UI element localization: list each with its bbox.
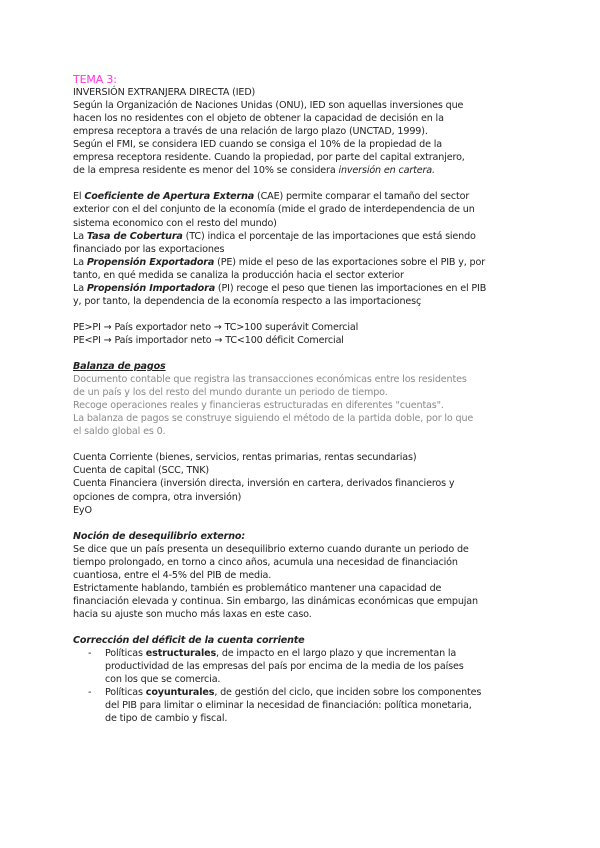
emphasized-text: Noción de desequilibrio externo: [73,530,246,542]
text-run: Según la Organización de Naciones Unidas (ONU), IED son aquellas inversiones que [73,100,464,112]
blank-line [73,517,543,530]
text-run: sistema economico con el resto del mundo) [73,217,277,229]
text-run: de la empresa residente es menor del 10% se considera [73,165,339,177]
text-line [73,386,543,399]
document-page [73,73,543,725]
text-line [73,190,543,203]
text-run: (PE) mide el peso de las exportaciones sobre el PIB y, por [214,256,485,268]
text-line [73,425,543,438]
text-line [73,595,543,608]
text-line [73,569,543,582]
text-run: productividad de las empresas del país por encima de la media de los países [105,661,464,673]
blank-line [73,621,543,634]
ied-paragraph [73,99,543,177]
emphasized-text: inversión en cartera. [338,165,435,177]
text-run: y, por tanto, la dependencia de la economía respecto a las importacionesç [73,295,422,307]
text-run: exterior con el del conjunto de la economía (mide el grado de interdependencia de un [73,204,475,216]
text-run: el saldo global es 0. [73,426,166,438]
text-line [105,712,543,725]
ied-heading [73,86,543,99]
text-run: con los que se comercia. [105,674,221,686]
emphasized-text: coyunturales [145,687,215,699]
text-line [73,125,543,138]
text-run: La balanza de pagos se construye siguiendo el método de la partida doble, por lo que [73,413,474,425]
text-line [73,112,543,125]
text-line [73,295,543,308]
balanza-definition [73,373,543,438]
text-line [73,608,543,621]
text-run: de un país y los del resto del mundo durante un periodo de tiempo. [73,387,388,399]
text-run: tanto, en qué medida se canaliza la producción hacia el sector exterior [73,269,404,281]
text-line [73,504,543,517]
text-line [73,321,543,334]
text-run: , de gestión del ciclo, que inciden sobre los componentes [214,687,482,699]
topic-title [73,73,543,86]
text-run: La [73,230,87,242]
text-line [73,464,543,477]
text-line [73,243,543,256]
emphasized-text: Tasa de Cobertura [86,230,183,242]
text-run: de tipo de cambio y fiscal. [105,713,228,725]
correccion-item-estructurales [73,647,543,686]
text-line [73,582,543,595]
correccion-heading [73,634,543,647]
text-run: Se dice que un país presenta un desequilibrio externo cuando durante un periodo de [73,543,469,555]
text-line [73,217,543,230]
text-line [73,164,543,177]
text-run: (CAE) permite comparar el tamaño del sector [254,191,470,203]
text-run: Cuenta de capital (SCC, TNK) [73,465,209,477]
text-run: cuantiosa, entre el 4-5% del PIB de media. [73,569,272,581]
text-line [73,530,543,543]
text-line [73,73,543,86]
text-run: del PIB para limitar o eliminar la necesidad de financiación: política monetaria, [105,700,472,712]
text-run: INVERSIÓN EXTRANJERA DIRECTA (IED) [73,87,256,99]
text-run: La [73,282,87,294]
text-line [105,660,543,673]
text-line [73,256,543,269]
text-line [73,151,543,164]
text-line [73,634,543,647]
text-run: empresa receptora residente. Cuando la propiedad, por parte del capital extranjero, [73,152,465,164]
text-run: PE<PI → País importador neto → TC<100 déficit Comercial [73,334,344,346]
text-line [73,491,543,504]
indicators-paragraph [73,190,543,307]
text-run: El [73,191,85,203]
text-line [73,99,543,112]
desequilibrio-heading [73,530,543,543]
blank-line [73,438,543,451]
bullet-dash: - [88,648,92,660]
bullet-dash: - [88,687,92,699]
blank-line [73,308,543,321]
text-line [73,269,543,282]
text-run: financiado por las exportaciones [73,243,225,255]
text-line [73,86,543,99]
text-run: La [73,256,87,268]
emphasized-text: Corrección del déficit de la cuenta corriente [73,635,305,647]
text-line [105,673,543,686]
text-line [73,230,543,243]
text-run: Políticas [105,687,146,699]
text-line [105,686,543,699]
text-run: opciones de compra, otra inversión) [73,491,242,503]
desequilibrio-paragraph [73,543,543,621]
text-line [73,138,543,151]
text-run: Cuenta Corriente (bienes, servicios, rentas primarias, rentas secundarias) [73,452,417,464]
text-run: (PI) recoge el peso que tienen las importaciones en el PIB [215,282,487,294]
blank-line [73,347,543,360]
balanza-heading [73,360,543,373]
text-run: Recoge operaciones reales y financieras estructuradas en diferentes "cuentas". [73,400,444,412]
text-run: EyO [73,504,92,516]
text-run: financiación elevada y continua. Sin embargo, las dinámicas económicas que empujan [73,595,478,607]
text-line [73,334,543,347]
text-line [73,412,543,425]
text-run: PE>PI → País exportador neto → TC>100 superávit Comercial [73,321,359,333]
emphasized-text: Propensión Exportadora [86,256,215,268]
text-run: Políticas [105,648,146,660]
text-run: tiempo prolongado, en torno a cinco años, acumula una necesidad de financiación [73,556,458,568]
text-run: Estrictamente hablando, también es problemático mantener una capacidad de [73,582,442,594]
text-run: Según el FMI, se considera IED cuando se consiga el 10% de la propiedad de la [73,139,442,151]
text-line [73,203,543,216]
text-line [73,360,543,373]
emphasized-text: Propensión Importadora [86,282,216,294]
emphasized-text: estructurales [145,648,217,660]
text-run: empresa receptora a través de una relación de largo plazo (UNCTAD, 1999). [73,126,428,138]
text-line [73,451,543,464]
text-run: Documento contable que registra las transacciones económicas entre los residentes [73,374,467,386]
text-line [73,399,543,412]
text-line [73,477,543,490]
text-run: hacia su ajuste son mucho más laxas en este caso. [73,608,312,620]
blank-line [73,177,543,190]
emphasized-text: Coeficiente de Apertura Externa [84,191,255,203]
text-line [73,373,543,386]
accounts-list [73,451,543,516]
text-line [73,543,543,556]
text-run: , de impacto en el largo plazo y que incrementan la [216,648,457,660]
text-run: hacen los no residentes con el objeto de obtener la capacidad de decisión en la [73,113,444,125]
text-run: Cuenta Financiera (inversión directa, inversión en cartera, derivados financieros y [73,478,455,490]
text-line [105,699,543,712]
text-line [105,647,543,660]
text-line [73,282,543,295]
text-run: (TC) indica el porcentaje de las importaciones que está siendo [182,230,476,242]
correccion-item-coyunturales [73,686,543,725]
text-run: TEMA 3: [73,73,117,86]
text-line [73,556,543,569]
emphasized-text: Balanza de pagos [73,361,166,373]
trade-rules [73,321,543,347]
